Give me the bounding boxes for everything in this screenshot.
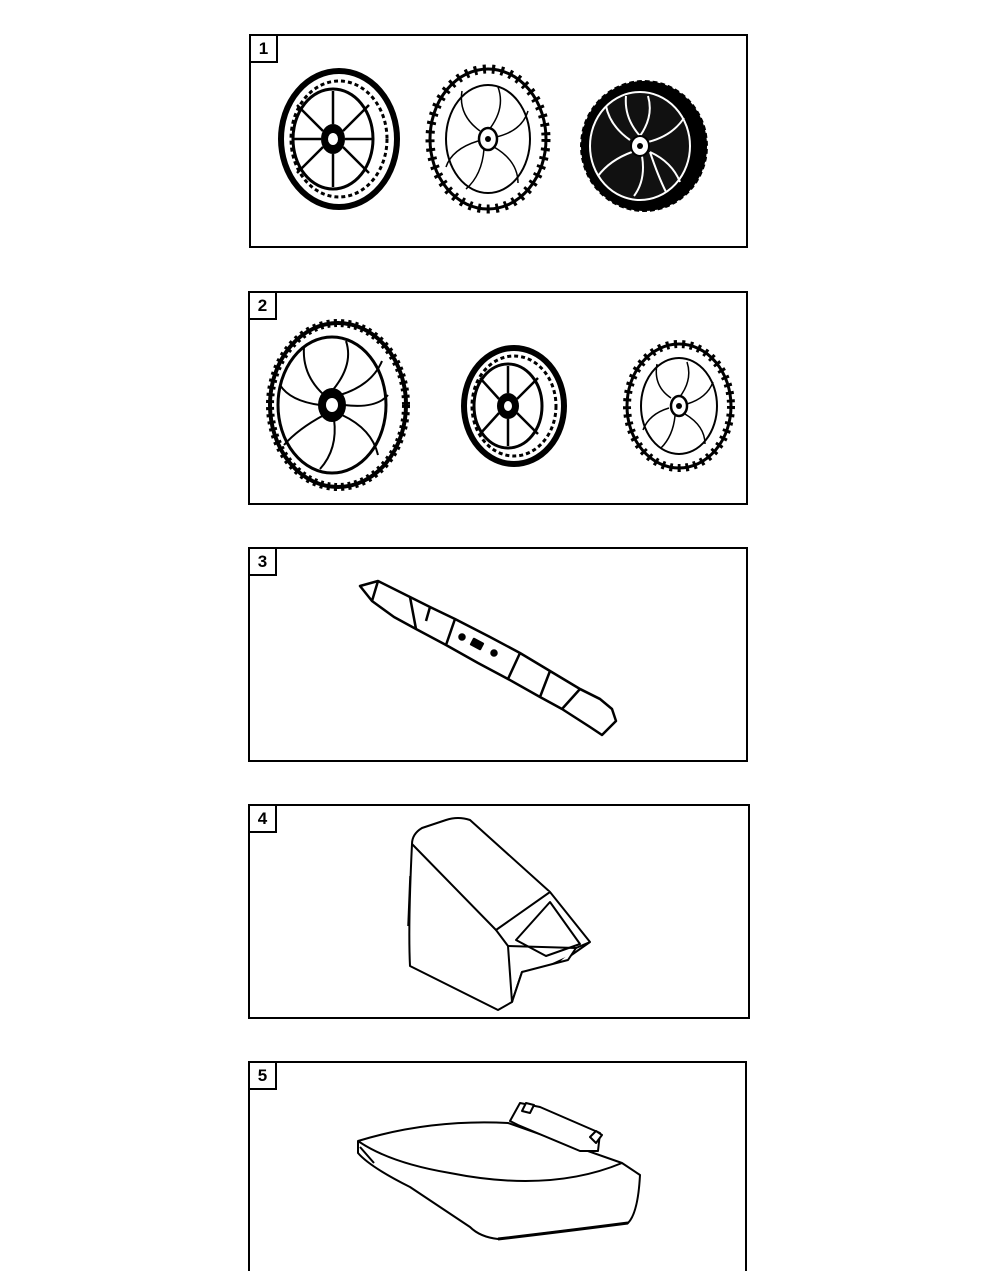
wheel-icon	[464, 348, 564, 464]
panel-number: 5	[250, 1063, 277, 1090]
panel-number: 4	[250, 806, 277, 833]
chute-illustration	[250, 1063, 745, 1269]
wheel-icon	[627, 344, 731, 468]
parts-panel-3	[248, 547, 748, 762]
grass-catcher-icon	[408, 818, 590, 1010]
wheel-icon	[270, 323, 406, 487]
wheel-icon	[430, 69, 546, 209]
parts-panel-1	[249, 34, 748, 248]
wheels-illustration	[250, 293, 746, 503]
wheels-illustration	[251, 36, 746, 246]
parts-panel-5	[248, 1061, 747, 1271]
panel-number: 1	[251, 36, 278, 63]
wheel-icon	[580, 80, 708, 212]
parts-panel-2	[248, 291, 748, 505]
panel-number: 2	[250, 293, 277, 320]
catcher-illustration	[250, 806, 748, 1017]
mower-blade-icon	[360, 581, 616, 735]
panel-number: 3	[250, 549, 277, 576]
blade-illustration	[250, 549, 746, 760]
wheel-icon	[281, 71, 397, 207]
discharge-chute-icon	[358, 1103, 640, 1239]
parts-panel-4	[248, 804, 750, 1019]
